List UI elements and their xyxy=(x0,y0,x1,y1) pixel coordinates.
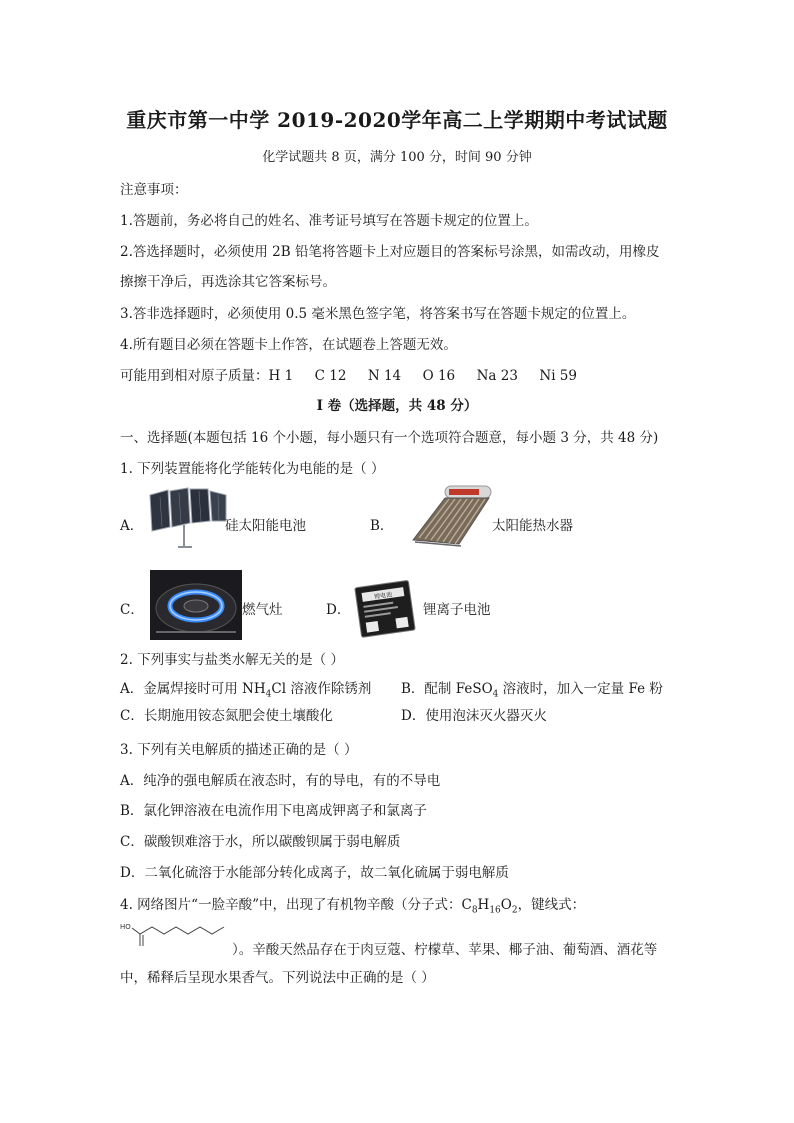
q3-option-c: C．碳酸钡难溶于水，所以碳酸钡属于弱电解质 xyxy=(120,834,401,850)
q2-stem: 2. 下列事实与盐类水解无关的是（ ） xyxy=(120,652,344,668)
page-title: 重庆市第一中学 2019-2020学年高二上学期期中考试试题 xyxy=(126,108,668,132)
gas-stove-image xyxy=(150,570,242,640)
q4-line-3: 中，稀释后呈现水果香气。下列说法中正确的是（ ） xyxy=(120,970,435,986)
exam-info: 化学试题共 8 页，满分 100 分，时间 90 分钟 xyxy=(262,150,532,165)
lithium-battery-image xyxy=(348,578,420,640)
notice-item-1: 1.答题前，务必将自己的姓名、准考证号填写在答题卡规定的位置上。 xyxy=(120,213,538,229)
q2-option-b: B．配制 FeSO$_4$ 溶液时，加入一定量 Fe 粉 xyxy=(401,681,663,700)
hydroxyl-label: HO xyxy=(120,923,131,931)
q3-option-d: D．二氧化硫溶于水能部分转化成离子，故二氧化硫属于弱电解质 xyxy=(120,865,509,881)
notice-item-2-line-2: 擦擦干净后，再选涂其它答案标号。 xyxy=(120,274,336,290)
section-title: I 卷（选择题，共 48 分） xyxy=(316,398,478,414)
notice-heading: 注意事项： xyxy=(120,182,188,198)
q4-line-1: 4. 网络图片“一脸辛酸”中，出现了有机物辛酸（分子式：$C_8H_{16}O_2$，键线式： xyxy=(120,897,586,916)
q1-option-c-text: 燃气灶 xyxy=(242,602,283,618)
section-instructions: 一、选择题(本题包括 16 个小题，每小题只有一个选项符合题意，每小题 3 分，共 48 分) xyxy=(120,430,659,446)
q3-option-a: A．纯净的强电解质在液态时，有的导电，有的不导电 xyxy=(120,773,441,789)
q3-option-b: B．氯化钾溶液在电流作用下电离成钾离子和氯离子 xyxy=(120,803,427,819)
q4-line-2: ）。辛酸天然品存在于肉豆蔻、柠檬草、苹果、椰子油、葡萄酒、酒花等 xyxy=(232,942,658,958)
q2-option-c: C．长期施用铵态氮肥会使土壤酸化 xyxy=(120,708,333,724)
q1-option-b-letter: B． xyxy=(370,518,394,534)
notice-item-2-line-1: 2.答选择题时，必须使用 2B 铅笔将答题卡上对应题目的答案标号涂黑，如需改动，用橡皮 xyxy=(120,244,660,260)
q1-option-a-text: 硅太阳能电池 xyxy=(225,518,306,534)
notice-item-4: 4.所有题目必须在答题卡上作答，在试题卷上答题无效。 xyxy=(120,337,457,353)
q3-stem: 3. 下列有关电解质的描述正确的是（ ） xyxy=(120,742,358,758)
solar-water-heater-image xyxy=(405,484,493,550)
octanoic-acid-skeletal-formula xyxy=(118,918,238,952)
notice-item-3: 3.答非选择题时，必须使用 0.5 毫米黑色签字笔，将答案书写在答题卡规定的位置上。 xyxy=(120,306,636,322)
atomic-masses: 可能用到相对原子质量：H 1 C 12 N 14 O 16 Na 23 Ni 59 xyxy=(120,368,577,384)
q1-option-d-letter: D． xyxy=(326,602,351,618)
q1-option-c-letter: C． xyxy=(120,602,144,618)
q1-stem: 1. 下列装置能将化学能转化为电能的是（ ） xyxy=(120,461,385,477)
q1-option-b-text: 太阳能热水器 xyxy=(492,518,573,534)
solar-panel-image xyxy=(148,487,228,553)
q2-option-a: A．金属焊接时可用 $NH_4Cl$ 溶液作除锈剂 xyxy=(120,681,372,700)
battery-label: 锂电池 xyxy=(373,591,393,601)
q1-option-d-text: 锂离子电池 xyxy=(423,602,491,618)
q2-option-d: D．使用泡沫灭火器灭火 xyxy=(401,708,547,724)
q1-option-a-letter: A． xyxy=(120,518,144,534)
